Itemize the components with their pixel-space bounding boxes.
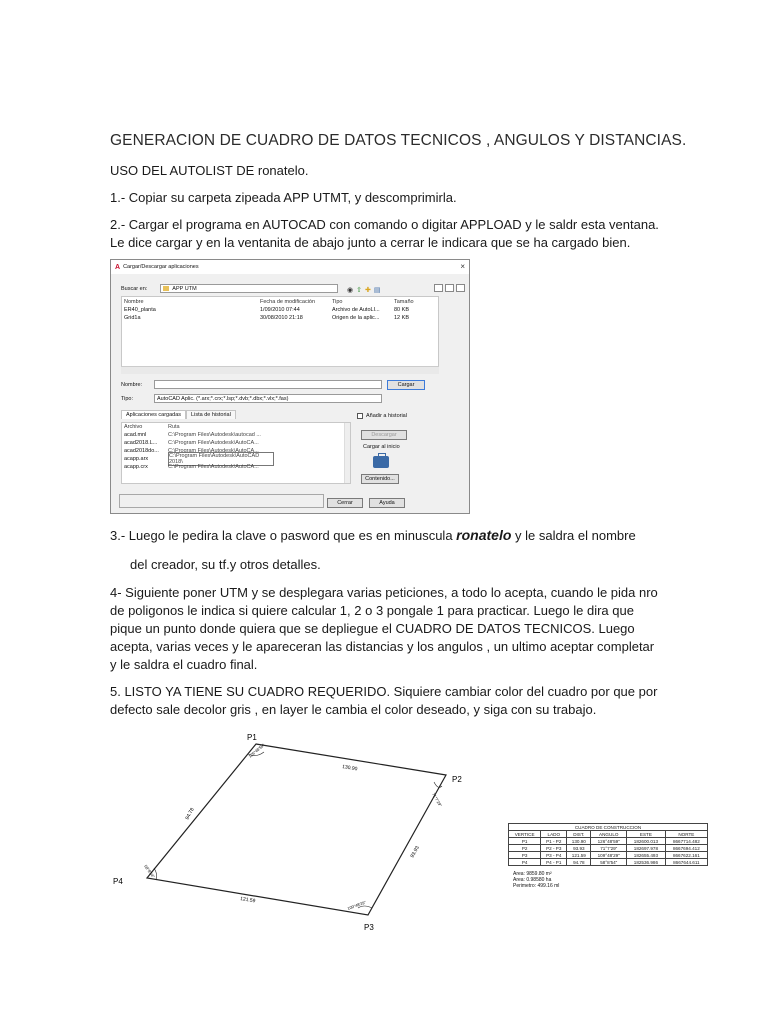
- app-row[interactable]: [122, 431, 350, 439]
- app-path: C:\Program Files\Autodesk\AutoCA...: [168, 440, 259, 446]
- table-row: [509, 838, 708, 845]
- horizontal-scrollbar[interactable]: [121, 366, 439, 374]
- cell: P3 - P4: [541, 852, 567, 859]
- cell: 8667694.412: [665, 845, 707, 852]
- autocad-logo-icon: A: [115, 263, 121, 271]
- add-history-checkbox[interactable]: [357, 413, 363, 419]
- cell: 94.78: [567, 859, 591, 866]
- filename-label: Nombre:: [121, 381, 143, 388]
- paragraph-step-1: 1.- Copiar su carpeta zipeada APP UTMT, y descomprimirla.: [110, 190, 457, 205]
- cell: P1 - P2: [541, 838, 567, 845]
- folder-icon: [163, 286, 169, 291]
- col-file[interactable]: Archivo: [124, 424, 143, 430]
- paragraph-uso: USO DEL AUTOLIST DE ronatelo.: [110, 163, 309, 178]
- new-folder-icon[interactable]: ✚: [364, 287, 371, 294]
- vertex-label-p2: P2: [452, 775, 462, 784]
- status-box: [119, 494, 324, 508]
- app-list-header: [122, 423, 350, 431]
- paragraph-step-3-cont: del creador, su tf.y otros detalles.: [130, 557, 321, 572]
- app-path: C:\Program Files\Autodesk\AutoCA...: [168, 464, 259, 470]
- dialog-title: Cargar/Descargar aplicaciones: [123, 264, 199, 270]
- angle-label-p1: 126°48'59": [247, 742, 266, 759]
- vertex-label-p3: P3: [364, 923, 374, 932]
- col-name[interactable]: Nombre: [124, 298, 144, 305]
- angle-label-p3: 109°48'29": [346, 899, 367, 911]
- col-date[interactable]: Fecha de modificación: [260, 298, 316, 305]
- polygon-drawing: [110, 728, 500, 938]
- views-icon[interactable]: ▤: [373, 287, 381, 294]
- app-file: acad.mnl: [124, 432, 147, 438]
- file-type: Origen de la aplic...: [332, 315, 380, 321]
- distance-label-p1-p2: 130.90: [341, 764, 358, 773]
- col-size[interactable]: Tamaño: [394, 298, 414, 305]
- th-dist: DIST.: [567, 831, 591, 838]
- close-button[interactable]: Cerrar: [327, 498, 363, 508]
- step-3-text-a: 3.- Luego le pedira la clave o pasword que es en minuscula: [110, 528, 457, 543]
- app-file: acapp.crx: [124, 464, 148, 470]
- tab-history[interactable]: Lista de historial: [186, 410, 236, 419]
- preview-icon[interactable]: [434, 284, 443, 292]
- perimeter: Perimetro: 499.16 ml: [513, 883, 560, 889]
- close-icon[interactable]: ×: [460, 262, 465, 271]
- th-lado: LADO: [541, 831, 567, 838]
- filename-input[interactable]: [154, 380, 382, 389]
- paragraph-step-4: 4- Siguiente poner UTM y se desplegara varias peticiones, a todo lo acepta, cuando le pida nro de poligonos le indica si quiere calcular 1, 2 o 3 pongale 1 para practicar. Luego le dira que pique un punto donde quiera que se depliegue el CUADRO DE DATOS TECNICOS. Luego acepta, varias veces y le apareceran las distancias y los angulos , un ultimo aceptar completar y le saldra el cuadro final.: [110, 585, 658, 672]
- paragraph-step-3: [110, 526, 710, 545]
- table-header-row: [509, 831, 708, 838]
- paragraph-step-5: 5. LISTO YA TIENE SU CUADRO REQUERIDO. Siquiere cambiar color del cuadro por que por defecto sale decolor gris , en layer le cambia el color deseado, y siga con su trabajo.: [110, 684, 658, 717]
- startup-label: Cargar al inicio: [363, 444, 400, 450]
- lookin-value: APP UTM: [172, 285, 197, 292]
- area-m2: Area: 9859.80 m²: [513, 871, 552, 877]
- password-text: ronatelo: [456, 527, 512, 543]
- cell: P4: [509, 859, 541, 866]
- angle-label-p4: 58°8'54": [143, 863, 156, 879]
- app-path: C:\Program Files\Autodesk\AutoCA...: [168, 448, 259, 454]
- cell: 182600.013: [627, 838, 666, 845]
- col-type[interactable]: Tipo: [332, 298, 343, 305]
- cell: 130.90: [567, 838, 591, 845]
- construction-table: [508, 823, 708, 866]
- document-title: GENERACION DE CUADRO DE DATOS TECNICOS , ANGULOS Y DISTANCIAS.: [110, 132, 687, 149]
- cell: 182697.978: [627, 845, 666, 852]
- list-icon[interactable]: [456, 284, 465, 292]
- app-file: acad2018do...: [124, 448, 159, 454]
- lookin-label: Buscar en:: [121, 285, 148, 292]
- dialog-titlebar: [111, 260, 469, 274]
- cell: 8667622.161: [665, 852, 707, 859]
- table-row: [509, 859, 708, 866]
- cell: P2 - P3: [541, 845, 567, 852]
- load-button[interactable]: Cargar: [387, 380, 425, 390]
- file-row[interactable]: [122, 314, 438, 322]
- file-name: Grid1a: [124, 315, 141, 321]
- file-date: 30/08/2010 21:18: [260, 315, 303, 321]
- cell: P4 - P1: [541, 859, 567, 866]
- th-norte: NORTE: [665, 831, 707, 838]
- tab-loaded-apps[interactable]: Aplicaciones cargadas: [121, 410, 186, 419]
- toolbar-icons: [347, 286, 380, 294]
- table-row: [509, 852, 708, 859]
- cell: 93.93: [567, 845, 591, 852]
- step-3-text-b: y le saldra el nombre: [511, 528, 636, 543]
- file-type: Archivo de AutoLI...: [332, 307, 380, 313]
- table-title: CUADRO DE CONSTRUCCION: [509, 824, 708, 831]
- file-name: ER40_planta: [124, 307, 156, 313]
- preview-buttons: [434, 284, 465, 292]
- th-vertice: VERTICE: [509, 831, 541, 838]
- app-path: C:\Program Files\Autodesk\AutoCAD 2018\: [168, 452, 274, 466]
- file-row[interactable]: [122, 306, 438, 314]
- th-angulo: ANGULO: [591, 831, 627, 838]
- details-icon[interactable]: [445, 284, 454, 292]
- cell: P2: [509, 845, 541, 852]
- col-path[interactable]: Ruta: [168, 424, 180, 430]
- cell: 182536.986: [627, 859, 666, 866]
- vertex-label-p1: P1: [247, 733, 257, 742]
- appload-dialog: [110, 259, 470, 514]
- filetype-label: Tipo:: [121, 395, 134, 402]
- paragraph-step-2: 2.- Cargar el programa en AUTOCAD con comando o digitar APPLOAD y le saldr esta ventana. Le dice cargar y en la ventanita de abajo junto a cerrar le indicara que se ha cargado bien.: [110, 217, 659, 250]
- app-path: C:\Program Files\Autodesk\autocad ...: [168, 432, 261, 438]
- angle-label-p2: 71°7'29": [431, 792, 443, 808]
- distance-label-p4-p1: 94.78: [184, 807, 196, 821]
- back-icon[interactable]: ◉: [347, 287, 354, 294]
- vertex-label-p4: P4: [113, 877, 123, 886]
- cell: 109°48'29": [591, 852, 627, 859]
- distance-label-p3-p4: 121.59: [239, 896, 256, 905]
- area-summary: [513, 871, 559, 889]
- contents-button[interactable]: Contenido...: [361, 474, 399, 484]
- th-este: ESTE: [627, 831, 666, 838]
- polygon-outline: [147, 744, 446, 915]
- app-file: acad2018.L...: [124, 440, 158, 446]
- cell: P1: [509, 838, 541, 845]
- cell: 8667644.611: [665, 859, 707, 866]
- cell: 58°8'54": [591, 859, 627, 866]
- filetype-select[interactable]: AutoCAD Aplic. (*.arx;*.crx;*.lsp;*.dvb;*.dbx;*.vlx;*.fas): [154, 394, 382, 403]
- cell: 8667714.482: [665, 838, 707, 845]
- cell: P3: [509, 852, 541, 859]
- vertical-scrollbar[interactable]: [344, 423, 350, 483]
- lookin-combo[interactable]: [160, 284, 338, 293]
- file-date: 1/09/2010 07:44: [260, 307, 300, 313]
- loaded-apps-list[interactable]: [121, 422, 351, 484]
- table-row: [509, 845, 708, 852]
- cell: 182655.493: [627, 852, 666, 859]
- file-size: 80 KB: [394, 307, 409, 313]
- file-size: 12 KB: [394, 315, 409, 321]
- distance-label-p2-p3: 93.93: [409, 845, 421, 859]
- file-list-header: [122, 297, 438, 306]
- cell: 121.59: [567, 852, 591, 859]
- tabs: [121, 410, 236, 419]
- app-row[interactable]: [122, 463, 350, 471]
- app-row[interactable]: [122, 439, 350, 447]
- up-folder-icon[interactable]: ⇧: [356, 287, 362, 294]
- add-history-label: Añadir a historial: [366, 413, 407, 419]
- app-row[interactable]: [122, 455, 350, 463]
- help-button[interactable]: Ayuda: [369, 498, 405, 508]
- area-ha: Area: 0.98580 ha: [513, 877, 552, 883]
- startup-suite-icon[interactable]: [373, 456, 389, 468]
- unload-button[interactable]: Descargar: [361, 430, 407, 440]
- cell: 126°48'59": [591, 838, 627, 845]
- file-list[interactable]: [121, 296, 439, 374]
- app-file: acapp.arx: [124, 456, 149, 462]
- cell: 71°7'29": [591, 845, 627, 852]
